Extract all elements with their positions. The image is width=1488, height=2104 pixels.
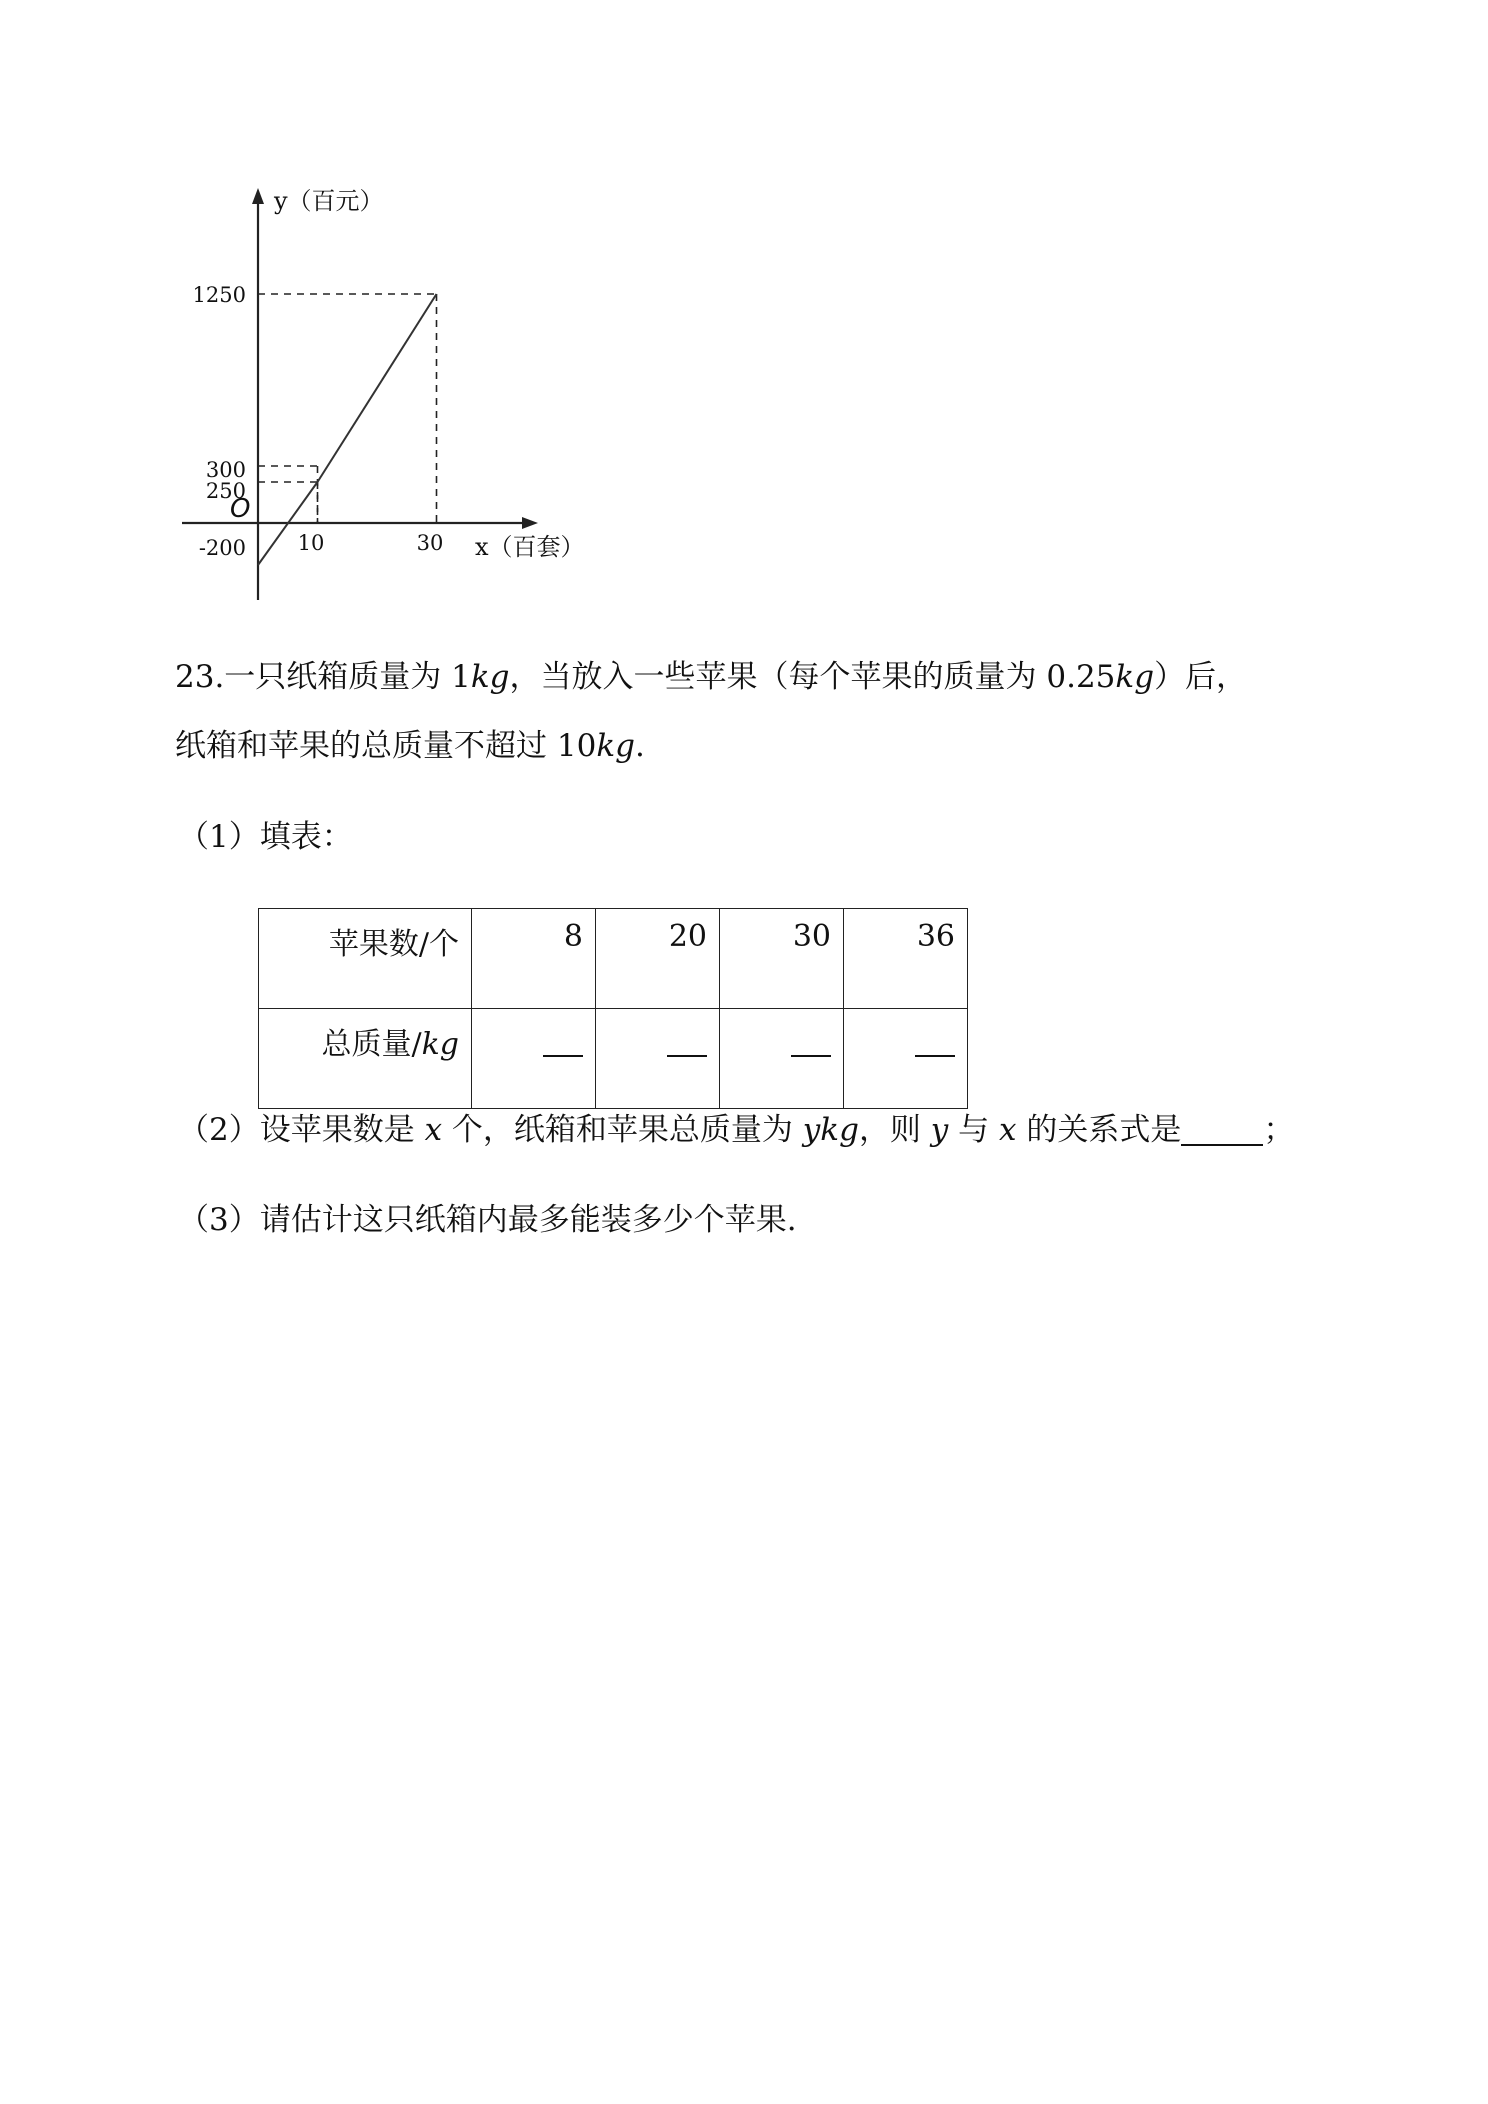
problem-stem-line2 bbox=[175, 726, 645, 766]
y-axis-label: y（百元） bbox=[274, 187, 384, 215]
problem-stem-line1 bbox=[175, 657, 1247, 697]
x-tick-30: 30 bbox=[416, 531, 444, 555]
row2-header-text: 总质量/ bbox=[321, 1027, 422, 1062]
apple-count-cell: 20 bbox=[596, 909, 720, 1009]
table-row bbox=[259, 1009, 968, 1109]
answer-blank[interactable] bbox=[915, 1019, 955, 1057]
var-y: y bbox=[930, 1112, 949, 1148]
fill-in-table bbox=[258, 908, 968, 1109]
answer-blank[interactable] bbox=[667, 1019, 707, 1057]
y-axis-arrow bbox=[252, 188, 264, 204]
graph-line-group bbox=[258, 294, 437, 565]
part2-end: ； bbox=[1263, 1112, 1295, 1148]
var-ykg: ykg bbox=[802, 1112, 859, 1148]
stem-line2-text: 纸箱和苹果的总质量不超过 10 bbox=[175, 728, 597, 764]
part2-text-d: 与 bbox=[948, 1112, 1000, 1148]
part2-text-c: ，则 bbox=[858, 1112, 931, 1148]
total-mass-cell[interactable] bbox=[472, 1009, 596, 1109]
x-tick-10: 10 bbox=[297, 531, 325, 555]
function-graph bbox=[170, 180, 590, 610]
stem-text-a: 23.一只纸箱质量为 1 bbox=[175, 659, 471, 695]
row1-header: 苹果数/个 bbox=[259, 909, 472, 1009]
part2-question bbox=[178, 1110, 1294, 1150]
stem-unit-kg: kg bbox=[470, 659, 510, 695]
apple-count-cell: 36 bbox=[844, 909, 968, 1009]
y-tick-300: 300 bbox=[205, 458, 246, 482]
answer-blank[interactable] bbox=[791, 1019, 831, 1057]
y-tick-1250: 1250 bbox=[192, 283, 246, 307]
stem-unit-kg-3: kg bbox=[596, 728, 635, 764]
part2-text-b: 个，纸箱和苹果总质量为 bbox=[442, 1112, 803, 1148]
var-x-2: x bbox=[999, 1112, 1017, 1148]
total-mass-cell[interactable] bbox=[596, 1009, 720, 1109]
graph-line-segment bbox=[318, 294, 437, 482]
part2-text-e: 的关系式是 bbox=[1016, 1112, 1182, 1148]
row2-header bbox=[259, 1009, 472, 1109]
total-mass-cell[interactable] bbox=[720, 1009, 844, 1109]
table-row bbox=[259, 909, 968, 1009]
stem-line2-period: . bbox=[634, 728, 645, 764]
y-tick-250: 250 bbox=[205, 479, 246, 503]
part1-title: （1）填表： bbox=[178, 819, 353, 855]
guide-dashes bbox=[258, 294, 437, 523]
part2-text-a: （2）设苹果数是 bbox=[178, 1112, 425, 1148]
stem-unit-kg-2: kg bbox=[1115, 659, 1155, 695]
x-axis-label: x（百套） bbox=[475, 533, 585, 561]
var-x: x bbox=[424, 1112, 443, 1148]
apple-count-cell: 30 bbox=[720, 909, 844, 1009]
y-tick-minus200: -200 bbox=[198, 536, 246, 560]
part3-question: （3）请估计这只纸箱内最多能装多少个苹果. bbox=[178, 1202, 797, 1238]
stem-text-b: ，当放入一些苹果（每个苹果的质量为 0.25 bbox=[509, 659, 1116, 695]
total-mass-cell[interactable] bbox=[844, 1009, 968, 1109]
stem-text-c: ）后， bbox=[1154, 659, 1248, 695]
answer-blank[interactable] bbox=[543, 1019, 583, 1057]
apple-count-cell: 8 bbox=[472, 909, 596, 1009]
origin-label: O bbox=[230, 494, 251, 524]
relation-answer-blank[interactable] bbox=[1181, 1116, 1263, 1146]
row2-header-unit: kg bbox=[421, 1027, 459, 1062]
x-axis-arrow bbox=[522, 517, 538, 529]
